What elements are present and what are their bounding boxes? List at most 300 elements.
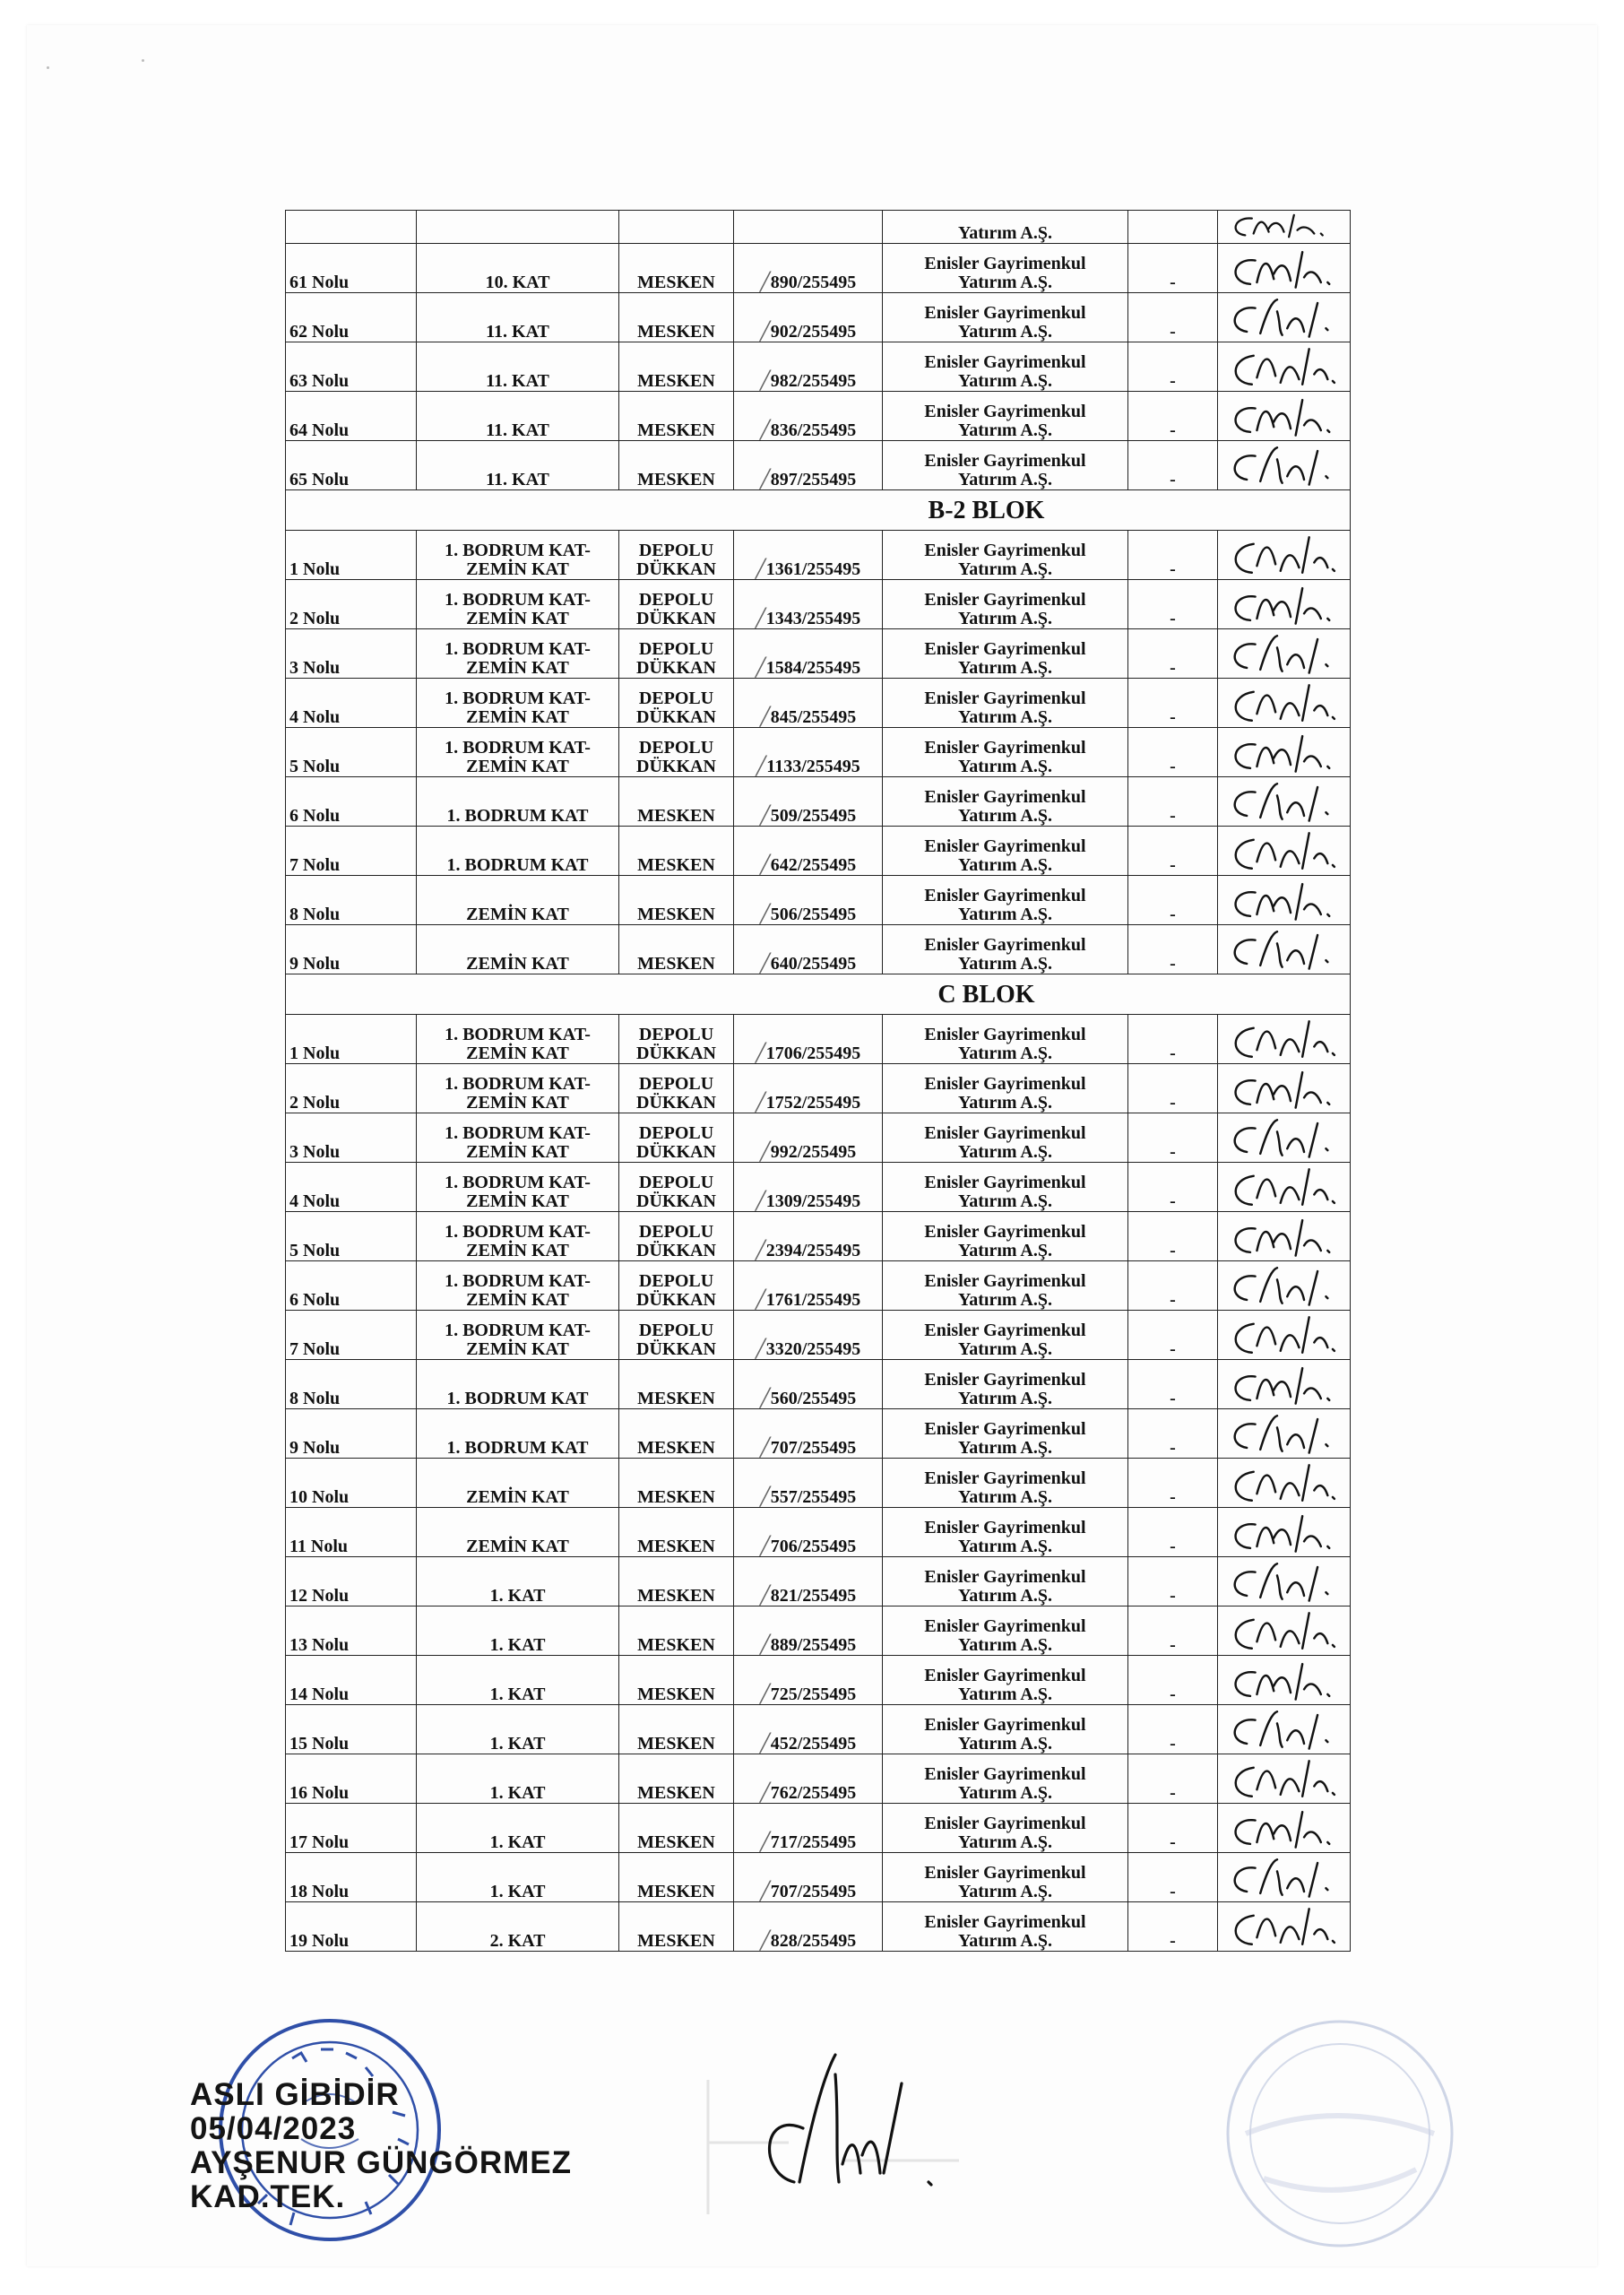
signature-cell bbox=[1218, 1261, 1351, 1311]
annotation-cell: - bbox=[1128, 1163, 1218, 1212]
check-tick-icon: ╱ bbox=[759, 273, 771, 292]
owner-cell bbox=[883, 441, 1128, 490]
owner-cell bbox=[883, 1853, 1128, 1902]
owner-cell: Yatırım A.Ş. bbox=[883, 211, 1128, 244]
type-cell bbox=[619, 679, 734, 728]
independent-sections-table bbox=[285, 210, 1351, 1952]
section-number: 16 Nolu bbox=[286, 1754, 417, 1804]
owner-line-2: Yatırım A.Ş. bbox=[958, 1635, 1052, 1655]
section-number: 8 Nolu bbox=[286, 876, 417, 925]
floor-cell bbox=[417, 1311, 619, 1360]
floor-cell bbox=[417, 244, 619, 293]
owner-line-2: Yatırım A.Ş. bbox=[958, 1832, 1052, 1852]
section-number: 2 Nolu bbox=[286, 580, 417, 629]
check-tick-icon: ╱ bbox=[759, 322, 771, 342]
owner-cell bbox=[883, 1804, 1128, 1853]
type-line-2: DÜKKAN bbox=[636, 1241, 716, 1260]
land-share-value: 890/255495 bbox=[770, 273, 857, 292]
signature-cell bbox=[1218, 1853, 1351, 1902]
type-line-2: DÜKKAN bbox=[636, 1290, 716, 1310]
owner-cell bbox=[883, 1360, 1128, 1409]
type-line-2: MESKEN bbox=[637, 1487, 715, 1507]
table-row bbox=[286, 244, 1351, 293]
table-row bbox=[286, 1902, 1351, 1952]
land-share-value: 509/255495 bbox=[770, 806, 857, 826]
owner-line-1: Enisler Gayrimenkul bbox=[924, 254, 1086, 273]
type-cell bbox=[619, 293, 734, 342]
owner-line-2: Yatırım A.Ş. bbox=[958, 1389, 1052, 1408]
owner-line-1: Enisler Gayrimenkul bbox=[924, 1863, 1086, 1883]
scan-speck bbox=[142, 59, 144, 62]
owner-line-1: Enisler Gayrimenkul bbox=[924, 1025, 1086, 1044]
owner-line-1: Enisler Gayrimenkul bbox=[924, 1567, 1086, 1587]
signature-cell bbox=[1218, 1409, 1351, 1459]
land-share-value: 557/255495 bbox=[770, 1487, 857, 1507]
owner-line-2: Yatırım A.Ş. bbox=[958, 1191, 1052, 1211]
signature-mark bbox=[1222, 392, 1346, 440]
floor-label: 1. BODRUM KAT- ZEMİN KAT bbox=[445, 1321, 591, 1359]
section-number: 19 Nolu bbox=[286, 1902, 417, 1952]
annotation-cell: - bbox=[1128, 1113, 1218, 1163]
annotation-cell: - bbox=[1128, 1557, 1218, 1606]
owner-line-2: Yatırım A.Ş. bbox=[958, 707, 1052, 727]
type-line-2: MESKEN bbox=[637, 1931, 715, 1951]
owner-cell bbox=[883, 342, 1128, 392]
section-number: 5 Nolu bbox=[286, 1212, 417, 1261]
floor-label: 1. BODRUM KAT- ZEMİN KAT bbox=[445, 1123, 591, 1162]
section-number: 11 Nolu bbox=[286, 1508, 417, 1557]
type-line-2: MESKEN bbox=[637, 1684, 715, 1704]
annotation-cell: - bbox=[1128, 827, 1218, 876]
owner-line-2: Yatırım A.Ş. bbox=[958, 559, 1052, 579]
owner-line-1: Enisler Gayrimenkul bbox=[924, 1468, 1086, 1488]
owner-line-2: Yatırım A.Ş. bbox=[958, 609, 1052, 628]
land-share-cell bbox=[734, 1409, 883, 1459]
floor-cell bbox=[417, 1261, 619, 1311]
owner-line-2: Yatırım A.Ş. bbox=[958, 1142, 1052, 1162]
signature-cell bbox=[1218, 580, 1351, 629]
floor-label: ZEMİN KAT bbox=[466, 1487, 569, 1507]
floor-label: 11. KAT bbox=[486, 322, 549, 342]
land-share-value: 3320/255495 bbox=[765, 1339, 861, 1359]
check-tick-icon: ╱ bbox=[759, 1734, 771, 1754]
section-number: 63 Nolu bbox=[286, 342, 417, 392]
check-tick-icon: ╱ bbox=[759, 1635, 771, 1655]
floor-label: 1. BODRUM KAT- ZEMİN KAT bbox=[445, 1222, 591, 1260]
floor-cell bbox=[417, 1754, 619, 1804]
check-tick-icon: ╱ bbox=[755, 1290, 766, 1310]
type-line-2: DÜKKAN bbox=[636, 1191, 716, 1211]
type-line-2: DÜKKAN bbox=[636, 1142, 716, 1162]
land-share-cell bbox=[734, 1754, 883, 1804]
signature-mark bbox=[1222, 1557, 1346, 1606]
block-heading: C BLOK bbox=[286, 974, 1351, 1015]
floor-cell bbox=[417, 1804, 619, 1853]
land-share-value: 1133/255495 bbox=[766, 757, 860, 776]
floor-cell bbox=[417, 392, 619, 441]
owner-line-1: Enisler Gayrimenkul bbox=[924, 836, 1086, 856]
certifier-name: AYŞENUR GÜNGÖRMEZ bbox=[190, 2145, 573, 2180]
floor-cell bbox=[417, 1064, 619, 1113]
signature-mark bbox=[1222, 1508, 1346, 1556]
owner-line-1: Enisler Gayrimenkul bbox=[924, 303, 1086, 323]
check-tick-icon: ╱ bbox=[755, 1093, 766, 1113]
signature-cell bbox=[1218, 925, 1351, 974]
signature-mark bbox=[1222, 1409, 1346, 1458]
type-line-1: DEPOLU bbox=[638, 541, 714, 560]
block-heading-row bbox=[286, 974, 1351, 1015]
signature-mark bbox=[1222, 876, 1346, 924]
check-tick-icon: ╱ bbox=[755, 609, 766, 628]
owner-cell bbox=[883, 925, 1128, 974]
annotation-cell: - bbox=[1128, 1064, 1218, 1113]
type-cell bbox=[619, 1508, 734, 1557]
table-row bbox=[286, 531, 1351, 580]
signature-cell bbox=[1218, 392, 1351, 441]
annotation-cell: - bbox=[1128, 441, 1218, 490]
owner-cell bbox=[883, 876, 1128, 925]
land-share-cell bbox=[734, 679, 883, 728]
floor-cell bbox=[417, 1557, 619, 1606]
section-number: 17 Nolu bbox=[286, 1804, 417, 1853]
owner-cell bbox=[883, 1754, 1128, 1804]
type-line-2: DÜKKAN bbox=[636, 707, 716, 727]
land-share-value: 2394/255495 bbox=[765, 1241, 861, 1260]
land-share-cell bbox=[734, 244, 883, 293]
owner-line-1: Enisler Gayrimenkul bbox=[924, 1222, 1086, 1242]
check-tick-icon: ╱ bbox=[759, 1684, 771, 1704]
section-number: 15 Nolu bbox=[286, 1705, 417, 1754]
floor-label: 11. KAT bbox=[486, 470, 549, 489]
check-tick-icon: ╱ bbox=[759, 855, 771, 875]
land-share-value: 707/255495 bbox=[770, 1882, 857, 1901]
section-number: 18 Nolu bbox=[286, 1853, 417, 1902]
floor-label: 1. BODRUM KAT- ZEMİN KAT bbox=[445, 1074, 591, 1113]
signature-cell bbox=[1218, 1212, 1351, 1261]
check-tick-icon: ╱ bbox=[759, 1931, 771, 1951]
floor-cell bbox=[417, 925, 619, 974]
annotation-cell: - bbox=[1128, 342, 1218, 392]
floor-label: 1. BODRUM KAT- ZEMİN KAT bbox=[445, 590, 591, 628]
signature-mark bbox=[1222, 629, 1346, 678]
section-number: 3 Nolu bbox=[286, 1113, 417, 1163]
table-row bbox=[286, 1459, 1351, 1508]
floor-label: 1. KAT bbox=[489, 1684, 546, 1704]
floor-cell bbox=[417, 1853, 619, 1902]
land-share-cell bbox=[734, 1015, 883, 1064]
type-cell bbox=[619, 1409, 734, 1459]
check-tick-icon: ╱ bbox=[759, 905, 771, 924]
land-share-cell bbox=[734, 1656, 883, 1705]
owner-line-1: Enisler Gayrimenkul bbox=[924, 1764, 1086, 1784]
owner-cell bbox=[883, 1113, 1128, 1163]
signature-mark bbox=[1222, 580, 1346, 628]
owner-cell bbox=[883, 580, 1128, 629]
floor-label: 1. BODRUM KAT- ZEMİN KAT bbox=[445, 1271, 591, 1310]
floor-cell bbox=[417, 827, 619, 876]
table-row bbox=[286, 1705, 1351, 1754]
owner-cell bbox=[883, 1409, 1128, 1459]
check-tick-icon: ╱ bbox=[759, 371, 771, 391]
section-number: 4 Nolu bbox=[286, 679, 417, 728]
land-share-cell bbox=[734, 1606, 883, 1656]
owner-line-2: Yatırım A.Ş. bbox=[958, 1438, 1052, 1458]
owner-cell bbox=[883, 244, 1128, 293]
signature-mark bbox=[1222, 441, 1346, 489]
section-number: 7 Nolu bbox=[286, 1311, 417, 1360]
type-line-2: DÜKKAN bbox=[636, 757, 716, 776]
signature-cell bbox=[1218, 211, 1351, 244]
owner-cell bbox=[883, 1902, 1128, 1952]
signature-mark bbox=[1222, 1705, 1346, 1754]
owner-cell bbox=[883, 827, 1128, 876]
check-tick-icon: ╱ bbox=[759, 1882, 771, 1901]
type-line-1: DEPOLU bbox=[638, 1123, 714, 1143]
owner-line-2: Yatırım A.Ş. bbox=[958, 1241, 1052, 1260]
type-cell bbox=[619, 244, 734, 293]
type-cell bbox=[619, 1606, 734, 1656]
owner-cell bbox=[883, 1015, 1128, 1064]
owner-line-1: Enisler Gayrimenkul bbox=[924, 1123, 1086, 1143]
land-share-cell bbox=[734, 876, 883, 925]
floor-label: 1. BODRUM KAT- ZEMİN KAT bbox=[445, 639, 591, 678]
type-cell bbox=[619, 531, 734, 580]
handwritten-signature-footer bbox=[749, 2048, 964, 2200]
land-share-cell bbox=[734, 1212, 883, 1261]
section-number: 1 Nolu bbox=[286, 531, 417, 580]
owner-line-1: Enisler Gayrimenkul bbox=[924, 886, 1086, 905]
owner-line-2: Yatırım A.Ş. bbox=[958, 1537, 1052, 1556]
signature-mark bbox=[1222, 1902, 1346, 1951]
check-tick-icon: ╱ bbox=[759, 1389, 771, 1408]
type-line-1: DEPOLU bbox=[638, 738, 714, 758]
type-line-2: MESKEN bbox=[637, 905, 715, 924]
floor-cell bbox=[417, 1606, 619, 1656]
floor-label: 1. BODRUM KAT bbox=[446, 806, 589, 826]
floor-label: ZEMİN KAT bbox=[466, 905, 569, 924]
signature-cell bbox=[1218, 531, 1351, 580]
owner-cell bbox=[883, 777, 1128, 827]
type-line-1: DEPOLU bbox=[638, 1222, 714, 1242]
land-share-value: 560/255495 bbox=[770, 1389, 857, 1408]
annotation-cell: - bbox=[1128, 1508, 1218, 1557]
type-line-2: MESKEN bbox=[637, 1586, 715, 1606]
land-share-cell bbox=[734, 1163, 883, 1212]
section-number: 7 Nolu bbox=[286, 827, 417, 876]
owner-line-2: Yatırım A.Ş. bbox=[958, 1290, 1052, 1310]
land-share-value: 821/255495 bbox=[770, 1586, 857, 1606]
owner-cell bbox=[883, 1656, 1128, 1705]
floor-cell bbox=[417, 1705, 619, 1754]
land-share-cell bbox=[734, 580, 883, 629]
certifier-title: KAD.TEK. bbox=[190, 2179, 346, 2214]
table-row bbox=[286, 1015, 1351, 1064]
signature-cell bbox=[1218, 1163, 1351, 1212]
land-share-cell bbox=[734, 1064, 883, 1113]
annotation-cell: - bbox=[1128, 925, 1218, 974]
signature-mark bbox=[1222, 925, 1346, 974]
floor-cell bbox=[417, 679, 619, 728]
owner-cell bbox=[883, 1261, 1128, 1311]
land-share-cell bbox=[734, 1902, 883, 1952]
signature-mark bbox=[1222, 531, 1346, 579]
type-line-2: MESKEN bbox=[637, 371, 715, 391]
annotation-cell: - bbox=[1128, 1853, 1218, 1902]
type-line-1: DEPOLU bbox=[638, 639, 714, 659]
floor-cell bbox=[417, 1409, 619, 1459]
faint-seal-stamp bbox=[1192, 1999, 1488, 2268]
type-cell bbox=[619, 1705, 734, 1754]
signature-cell bbox=[1218, 293, 1351, 342]
table-row bbox=[286, 1113, 1351, 1163]
owner-line-2: Yatırım A.Ş. bbox=[958, 1734, 1052, 1754]
check-tick-icon: ╱ bbox=[759, 1487, 771, 1507]
type-line-2: MESKEN bbox=[637, 954, 715, 974]
annotation-cell: - bbox=[1128, 1606, 1218, 1656]
check-tick-icon: ╱ bbox=[759, 420, 771, 440]
owner-line-1: Enisler Gayrimenkul bbox=[924, 352, 1086, 372]
section-number: 8 Nolu bbox=[286, 1360, 417, 1409]
land-share-value: 1706/255495 bbox=[765, 1044, 861, 1063]
floor-cell bbox=[417, 777, 619, 827]
signature-cell bbox=[1218, 1113, 1351, 1163]
land-share-value: 902/255495 bbox=[770, 322, 857, 342]
signature-mark bbox=[1222, 1113, 1346, 1162]
annotation-cell: - bbox=[1128, 1804, 1218, 1853]
owner-line-2: Yatırım A.Ş. bbox=[958, 1684, 1052, 1704]
floor-label: 11. KAT bbox=[486, 371, 549, 391]
signature-cell bbox=[1218, 244, 1351, 293]
type-cell bbox=[619, 441, 734, 490]
type-cell bbox=[619, 777, 734, 827]
owner-line-1: Enisler Gayrimenkul bbox=[924, 402, 1086, 421]
type-line-2: DÜKKAN bbox=[636, 559, 716, 579]
annotation-cell: - bbox=[1128, 1015, 1218, 1064]
land-share-cell bbox=[734, 1508, 883, 1557]
floor-label: 10. KAT bbox=[485, 273, 550, 292]
owner-line-2: Yatırım A.Ş. bbox=[958, 1093, 1052, 1113]
owner-cell bbox=[883, 1163, 1128, 1212]
check-tick-icon: ╱ bbox=[759, 1586, 771, 1606]
type-line-2: MESKEN bbox=[637, 1882, 715, 1901]
annotation-cell: - bbox=[1128, 244, 1218, 293]
signature-cell bbox=[1218, 629, 1351, 679]
type-cell bbox=[619, 1853, 734, 1902]
type-line-2: DÜKKAN bbox=[636, 609, 716, 628]
type-line-1: DEPOLU bbox=[638, 1271, 714, 1291]
land-share-value: 717/255495 bbox=[770, 1832, 857, 1852]
type-cell bbox=[619, 1113, 734, 1163]
type-cell bbox=[619, 1754, 734, 1804]
land-share-cell bbox=[734, 293, 883, 342]
type-line-1: DEPOLU bbox=[638, 590, 714, 610]
section-number: 61 Nolu bbox=[286, 244, 417, 293]
signature-cell bbox=[1218, 1705, 1351, 1754]
check-tick-icon: ╱ bbox=[759, 470, 771, 489]
type-cell bbox=[619, 1311, 734, 1360]
owner-cell bbox=[883, 1311, 1128, 1360]
owner-line-2: Yatırım A.Ş. bbox=[958, 420, 1052, 440]
check-tick-icon: ╱ bbox=[759, 1438, 771, 1458]
floor-cell bbox=[417, 342, 619, 392]
floor-label: 1. BODRUM KAT bbox=[446, 1438, 589, 1458]
signature-mark bbox=[1222, 1853, 1346, 1901]
annotation-cell: - bbox=[1128, 1409, 1218, 1459]
owner-line-1: Enisler Gayrimenkul bbox=[924, 1616, 1086, 1636]
owner-cell bbox=[883, 1557, 1128, 1606]
owner-line-2: Yatırım A.Ş. bbox=[958, 273, 1052, 292]
signature-cell bbox=[1218, 827, 1351, 876]
table-row bbox=[286, 629, 1351, 679]
signature-mark bbox=[1222, 1656, 1346, 1704]
land-share-value: 1761/255495 bbox=[765, 1290, 861, 1310]
owner-cell bbox=[883, 531, 1128, 580]
owner-line-2: Yatırım A.Ş. bbox=[958, 806, 1052, 826]
cell-empty bbox=[417, 211, 619, 244]
table-row bbox=[286, 827, 1351, 876]
signature-cell bbox=[1218, 1360, 1351, 1409]
section-number: 9 Nolu bbox=[286, 925, 417, 974]
table-row bbox=[286, 1606, 1351, 1656]
certification-date: 05/04/2023 bbox=[190, 2111, 357, 2146]
land-share-cell bbox=[734, 777, 883, 827]
type-line-2: MESKEN bbox=[637, 1832, 715, 1852]
owner-line-1: Enisler Gayrimenkul bbox=[924, 1074, 1086, 1094]
table-row bbox=[286, 342, 1351, 392]
type-line-2: MESKEN bbox=[637, 806, 715, 826]
land-share-value: 725/255495 bbox=[770, 1684, 857, 1704]
table-row bbox=[286, 1064, 1351, 1113]
type-cell bbox=[619, 876, 734, 925]
floor-cell bbox=[417, 1902, 619, 1952]
floor-cell bbox=[417, 293, 619, 342]
table-row bbox=[286, 1409, 1351, 1459]
land-share-value: 506/255495 bbox=[770, 905, 857, 924]
signature-mark bbox=[1222, 1459, 1346, 1507]
land-share-cell bbox=[734, 342, 883, 392]
check-tick-icon: ╱ bbox=[755, 1191, 766, 1211]
floor-cell bbox=[417, 1508, 619, 1557]
floor-cell bbox=[417, 629, 619, 679]
annotation-cell: - bbox=[1128, 1459, 1218, 1508]
check-tick-icon: ╱ bbox=[759, 806, 771, 826]
annotation-cell: - bbox=[1128, 1705, 1218, 1754]
signature-cell bbox=[1218, 1459, 1351, 1508]
floor-cell bbox=[417, 531, 619, 580]
section-number: 10 Nolu bbox=[286, 1459, 417, 1508]
signature-mark bbox=[1222, 1804, 1346, 1852]
table-row bbox=[286, 728, 1351, 777]
owner-cell bbox=[883, 1606, 1128, 1656]
floor-label: 1. BODRUM KAT bbox=[446, 855, 589, 875]
floor-label: 1. BODRUM KAT- ZEMİN KAT bbox=[445, 541, 591, 579]
owner-line-1: Enisler Gayrimenkul bbox=[924, 1370, 1086, 1390]
signature-cell bbox=[1218, 1804, 1351, 1853]
owner-line-1: Enisler Gayrimenkul bbox=[924, 1271, 1086, 1291]
block-heading: B-2 BLOK bbox=[286, 490, 1351, 531]
section-number: 3 Nolu bbox=[286, 629, 417, 679]
signature-cell bbox=[1218, 728, 1351, 777]
land-share-value: 1361/255495 bbox=[765, 559, 861, 579]
signature-cell bbox=[1218, 1754, 1351, 1804]
type-cell bbox=[619, 925, 734, 974]
annotation-cell: - bbox=[1128, 531, 1218, 580]
annotation-cell: - bbox=[1128, 293, 1218, 342]
continuation-row bbox=[286, 211, 1351, 244]
land-share-cell bbox=[734, 1459, 883, 1508]
cell-empty bbox=[619, 211, 734, 244]
signature-mark bbox=[1222, 1015, 1346, 1063]
